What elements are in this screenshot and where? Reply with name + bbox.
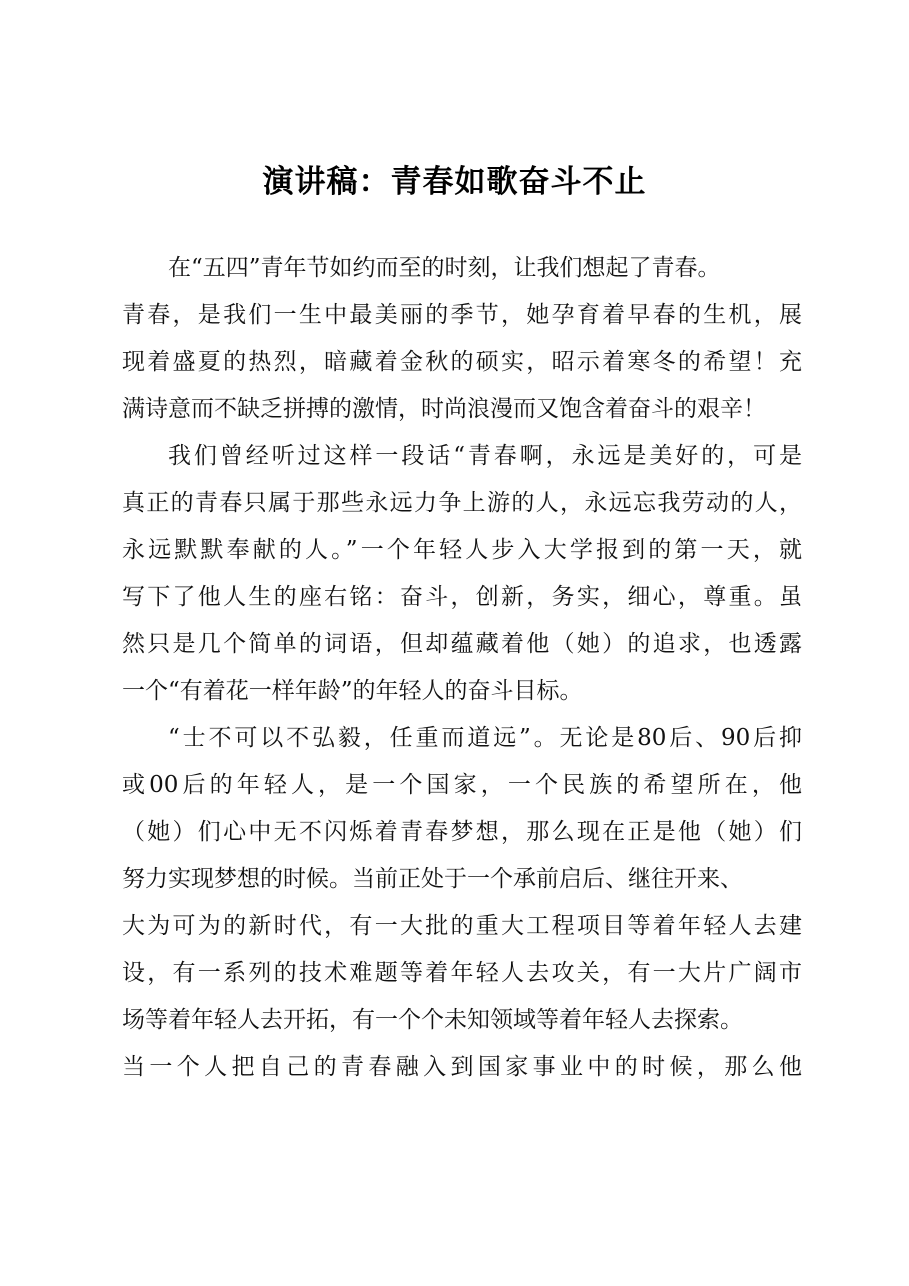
paragraph-line: 然只是几个简单的词语，但却蕴藏着他（她）的追求，也透露 xyxy=(122,631,802,657)
paragraph-line: 我们曾经听过这样一段话“青春啊，永远是美好的，可是 xyxy=(168,443,802,469)
paragraph-line: 当一个人把自己的青春融入到国家事业中的时候，那么他 xyxy=(122,1054,802,1080)
paragraph-line: 或00后的年轻人，是一个国家，一个民族的希望所在，他 xyxy=(122,772,802,798)
paragraph-line: 满诗意而不缺乏拼搏的激情，时尚浪漫而又饱含着奋斗的艰辛！ xyxy=(122,396,766,422)
paragraph-line: 场等着年轻人去开拓，有一个个未知领域等着年轻人去探索。 xyxy=(122,1007,743,1033)
paragraph-line: 青春，是我们一生中最美丽的季节，她孕育着早春的生机，展 xyxy=(122,302,802,328)
paragraph-line: 一个“有着花一样年龄”的年轻人的奋斗目标。 xyxy=(122,678,583,704)
paragraph-line: 大为可为的新时代，有一大批的重大工程项目等着年轻人去建 xyxy=(122,913,802,939)
paragraph-line: 写下了他人生的座右铭：奋斗，创新，务实，细心，尊重。虽 xyxy=(122,584,802,610)
paragraph-line: “士不可以不弘毅，任重而道远”。无论是80后、90后抑 xyxy=(168,725,802,751)
paragraph-line: 设，有一系列的技术难题等着年轻人去攻关，有一大片广阔市 xyxy=(122,960,802,986)
document-body xyxy=(122,245,802,1091)
paragraph-line: 真正的青春只属于那些永远力争上游的人，永远忘我劳动的人， xyxy=(122,490,802,516)
paragraph-line: 努力实现梦想的时候。当前正处于一个承前启后、继往开来、 xyxy=(122,866,743,892)
paragraph-line: 在“五四”青年节如约而至的时刻，让我们想起了青春。 xyxy=(168,255,721,281)
paragraph-line: 永远默默奉献的人。”一个年轻人步入大学报到的第一天，就 xyxy=(122,537,802,563)
paragraph-line: 现着盛夏的热烈，暗藏着金秋的硕实，昭示着寒冬的希望！充 xyxy=(122,349,802,375)
paragraph-line: （她）们心中无不闪烁着青春梦想，那么现在正是他（她）们 xyxy=(122,819,802,845)
document-title: 演讲稿：青春如歌奋斗不止 xyxy=(262,164,647,200)
